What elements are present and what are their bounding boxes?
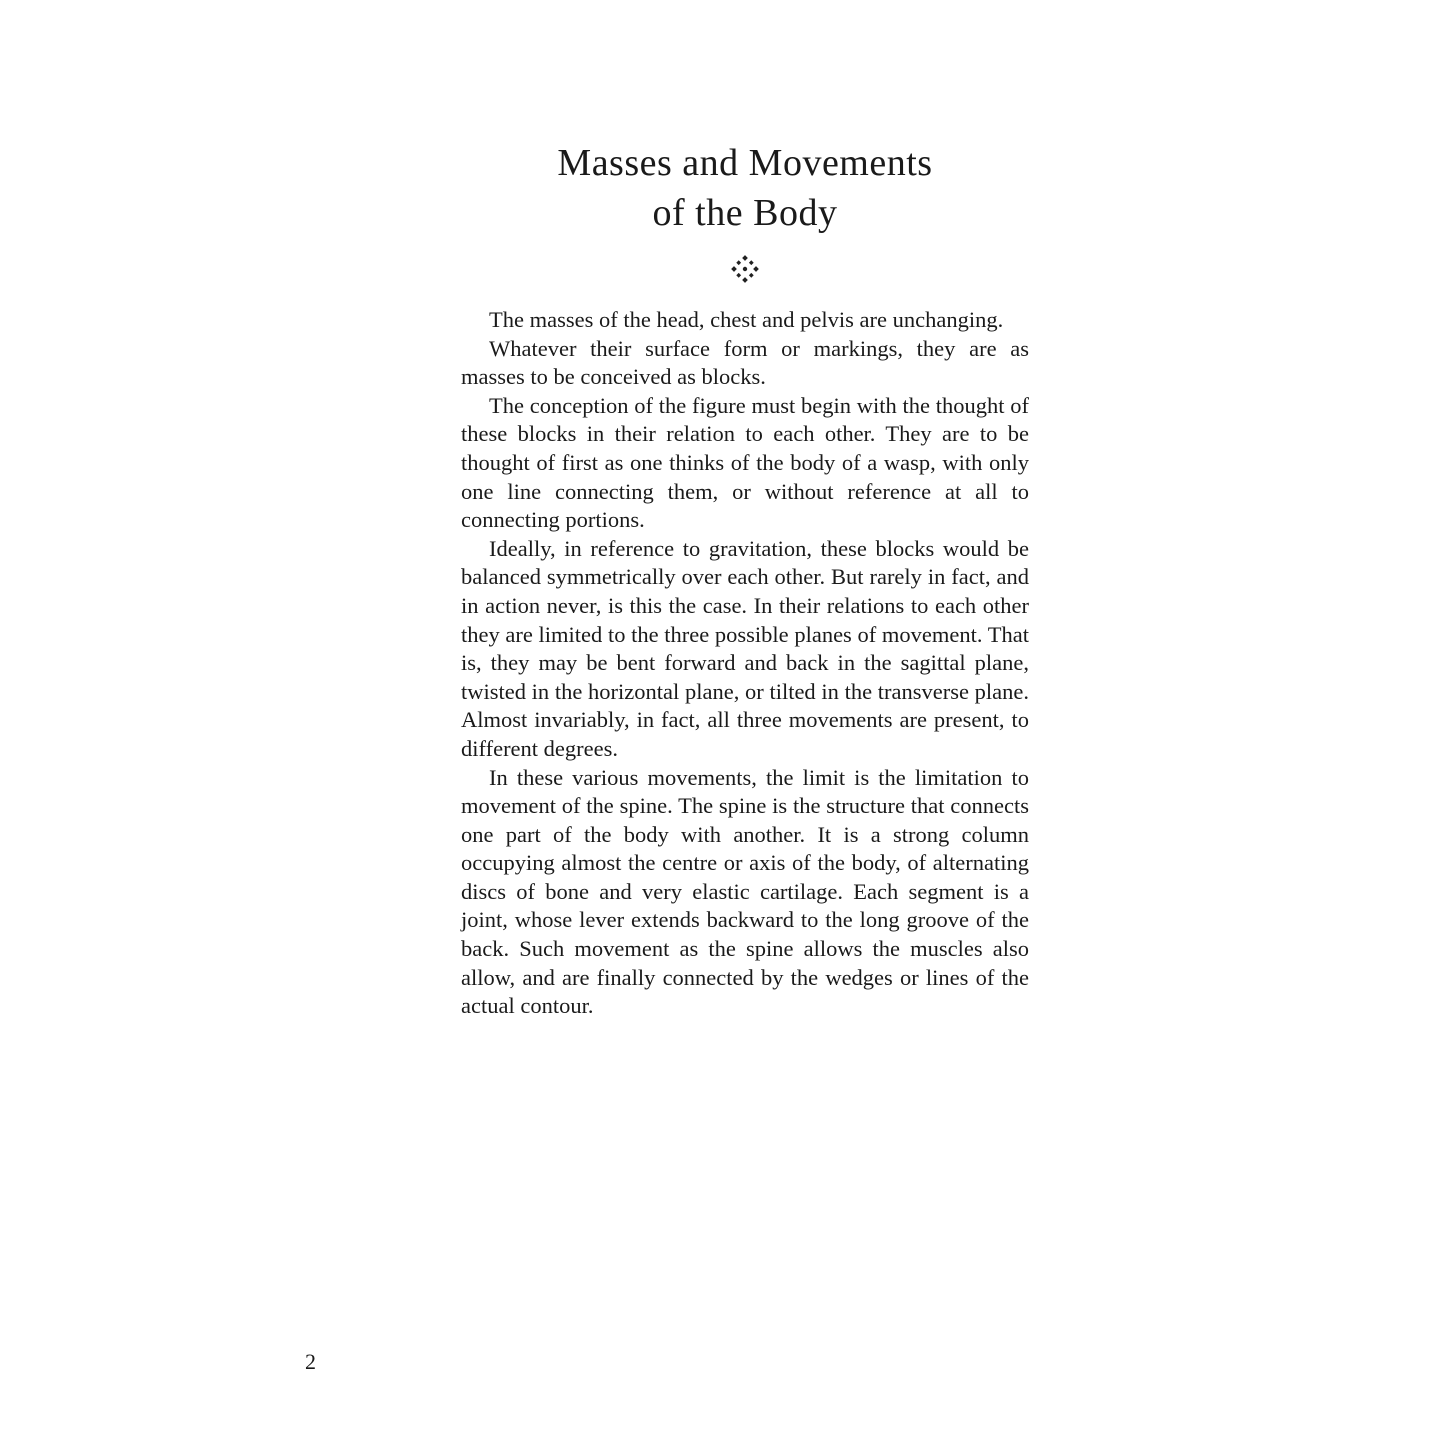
paragraph-2: Whatever their surface form or markings, they are as masses to be conceived as blocks. xyxy=(461,335,1029,390)
paragraph-5: In these various movements, the limit is the limitation to movement of the spine. The spine is the structure that connects one part of the body with another. It is a strong column occupying almost the centre or axis of the body, of alternating discs of bone and very elastic cartilage. Each segment is a joint, whose lever extends backward to the long groove of the back. Such movement as the spine allows the muscles also allow, and are finally connected by the wedges or lines of the actual contour. xyxy=(461,764,1029,1019)
paragraph-1: The masses of the head, chest and pelvis are unchanging. xyxy=(489,307,1004,332)
title-line-2: of the Body xyxy=(652,192,838,234)
paragraph-3: The conception of the figure must begin with the thought of these blocks in their relation to each other. They are to be thought of first as one thinks of the body of a wasp, with only one line connecting them, or without reference at all to connecting portions. xyxy=(461,392,1029,533)
title-line-1: Masses and Movements xyxy=(557,142,933,184)
body-text xyxy=(461,306,1029,1021)
page-title xyxy=(460,138,1030,238)
diamond-dot-ornament-icon xyxy=(730,254,760,284)
page-number: 2 xyxy=(305,1349,316,1374)
paragraph-4: Ideally, in reference to gravitation, these blocks would be balanced symmetrically over each other. But rarely in fact, and in action never, is this the case. In their relations to each other they are limited to the three possible planes of movement. That is, they may be bent forward and back in the sagittal plane, twisted in the horizontal plane, or tilted in the transverse plane. Almost invariably, in fact, all three movements are present, to different degrees. xyxy=(461,535,1029,761)
